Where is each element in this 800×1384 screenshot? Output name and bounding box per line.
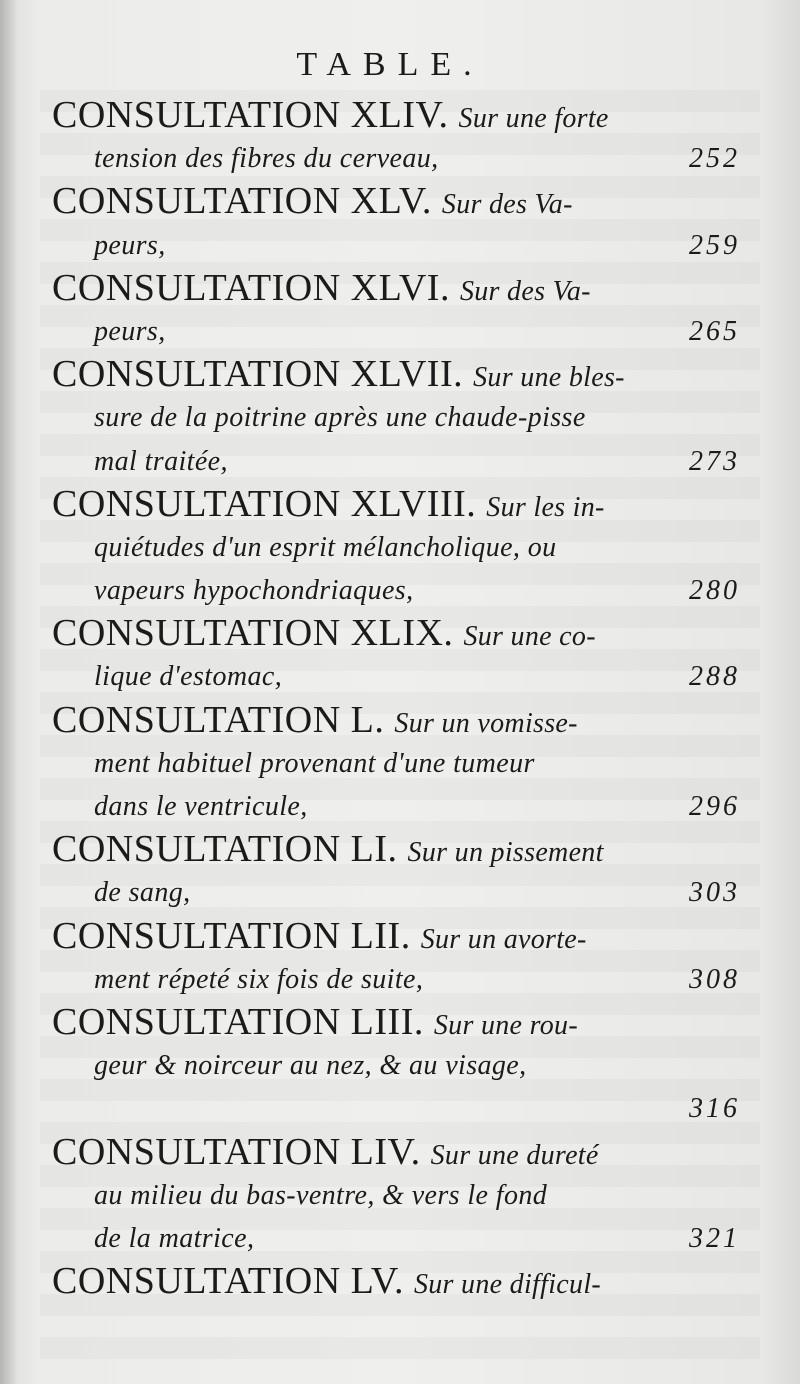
- toc-entry-continuation-line: [52, 1174, 740, 1217]
- toc-entry-first-line: [52, 1001, 740, 1044]
- consultation-subject-continued: ment répeté six fois de suite,: [94, 963, 424, 995]
- consultation-heading: CONSULTATION L.: [52, 698, 385, 741]
- page-title: TABLE.: [296, 46, 484, 83]
- toc-entry-first-line: [52, 483, 740, 526]
- page-number: 259: [689, 229, 740, 261]
- consultation-subject-continued: mal traitée,: [94, 445, 228, 477]
- consultation-subject-continued: au milieu du bas-ventre, & vers le fond: [94, 1179, 548, 1211]
- page-number: 252: [689, 143, 740, 175]
- consultation-heading: CONSULTATION XLV.: [52, 180, 432, 223]
- consultation-subject: Sur les in-: [486, 491, 605, 523]
- consultation-heading: CONSULTATION XLVIII.: [52, 482, 477, 525]
- toc-entry-first-line: [52, 828, 740, 871]
- consultation-heading: CONSULTATION LII.: [52, 914, 411, 957]
- page-number: 280: [689, 575, 740, 607]
- consultation-subject: Sur une co-: [463, 621, 596, 653]
- consultation-heading: CONSULTATION XLIX.: [52, 612, 454, 655]
- consultation-subject: Sur des Va-: [441, 189, 573, 221]
- consultation-subject: Sur un vomisse-: [394, 707, 578, 739]
- toc-entry-first-line: [52, 915, 740, 958]
- toc-entry: [52, 699, 740, 829]
- toc-entry-continuation-line: [52, 742, 740, 785]
- consultation-subject-continued: sure de la poitrine après une chaude-pisse: [94, 402, 586, 434]
- consultation-subject-continued: dans le ventricule,: [94, 791, 308, 822]
- toc-entry-continuation-line: [52, 871, 740, 914]
- toc-entry: [52, 828, 740, 914]
- toc-entry-continuation-line: [52, 1217, 740, 1260]
- consultation-heading: CONSULTATION XLVI.: [52, 266, 450, 309]
- toc-entry: [52, 267, 740, 353]
- toc-entry-first-line: [52, 699, 740, 742]
- consultation-heading: CONSULTATION LV.: [52, 1260, 404, 1303]
- consultation-subject: Sur une dureté: [430, 1139, 599, 1171]
- toc-entry-continuation-line: [52, 655, 740, 698]
- page-number: 265: [689, 315, 740, 347]
- consultation-subject-continued: de sang,: [94, 877, 191, 909]
- consultation-subject-continued: ment habituel provenant d'une tumeur: [94, 747, 535, 779]
- consultation-subject-continued: de la matrice,: [94, 1222, 255, 1254]
- toc-entry-continuation-line: [52, 526, 740, 569]
- page-number: 303: [689, 877, 740, 909]
- consultation-subject: Sur des Va-: [459, 275, 591, 307]
- consultation-subject-continued: peurs,: [94, 315, 166, 347]
- page-number: 273: [689, 445, 740, 477]
- consultation-subject-continued: vapeurs hypochondriaques,: [94, 575, 414, 607]
- consultation-heading: CONSULTATION XLVII.: [52, 353, 464, 396]
- consultation-subject: Sur une difficul-: [413, 1269, 602, 1301]
- toc-entry: [52, 1131, 740, 1261]
- toc-entry-first-line: [52, 94, 740, 137]
- consultation-subject-continued: tension des fibres du cerveau,: [94, 143, 439, 175]
- consultation-heading: CONSULTATION LI.: [52, 828, 398, 871]
- toc-entry-continuation-line: [52, 1087, 740, 1130]
- toc-entry-continuation-line: [52, 569, 740, 612]
- toc-entry: [52, 915, 740, 1001]
- toc-entry: [52, 1260, 740, 1303]
- toc-entry: [52, 1001, 740, 1131]
- toc-entry-continuation-line: [52, 310, 740, 353]
- page-number: 316: [689, 1093, 740, 1125]
- page-number: 321: [689, 1222, 740, 1254]
- toc-entry-continuation-line: [52, 440, 740, 483]
- consultation-heading: CONSULTATION XLIV.: [52, 94, 449, 136]
- toc-entry: [52, 180, 740, 266]
- toc-entry: [52, 612, 740, 698]
- toc-entry-continuation-line: [52, 396, 740, 439]
- spine-shadow: [0, 0, 18, 1384]
- toc-entry: [52, 94, 740, 180]
- page-number: 296: [689, 791, 740, 822]
- toc-entry: [52, 483, 740, 613]
- toc-entry-continuation-line: [52, 958, 740, 1001]
- page-number: 308: [689, 963, 740, 995]
- consultation-subject: Sur un avorte-: [420, 923, 587, 955]
- consultation-subject-continued: peurs,: [94, 229, 166, 261]
- toc-entry-continuation-line: [52, 785, 740, 828]
- consultation-heading: CONSULTATION LIII.: [52, 1000, 424, 1043]
- consultation-subject: Sur une forte: [458, 103, 609, 134]
- consultation-heading: CONSULTATION LIV.: [52, 1130, 421, 1173]
- consultation-subject-continued: lique d'estomac,: [94, 661, 283, 693]
- toc-entry-continuation-line: [52, 137, 740, 180]
- consultation-subject-continued: quiétudes d'un esprit mélancholique, ou: [94, 531, 557, 563]
- consultation-subject: Sur un pissement: [407, 837, 604, 869]
- table-of-contents: [52, 94, 740, 1303]
- toc-entry: [52, 353, 740, 483]
- toc-entry-continuation-line: [52, 224, 740, 267]
- toc-entry-continuation-line: [52, 1044, 740, 1087]
- toc-entry-first-line: [52, 612, 740, 655]
- toc-entry-first-line: [52, 267, 740, 310]
- consultation-subject: Sur une rou-: [433, 1009, 578, 1041]
- page-number: 288: [689, 661, 740, 693]
- toc-entry-first-line: [52, 1260, 740, 1303]
- consultation-subject: Sur une bles-: [473, 362, 625, 394]
- toc-entry-first-line: [52, 353, 740, 396]
- consultation-subject-continued: geur & noirceur au nez, & au visage,: [94, 1050, 527, 1082]
- toc-entry-first-line: [52, 180, 740, 223]
- toc-entry-first-line: [52, 1131, 740, 1174]
